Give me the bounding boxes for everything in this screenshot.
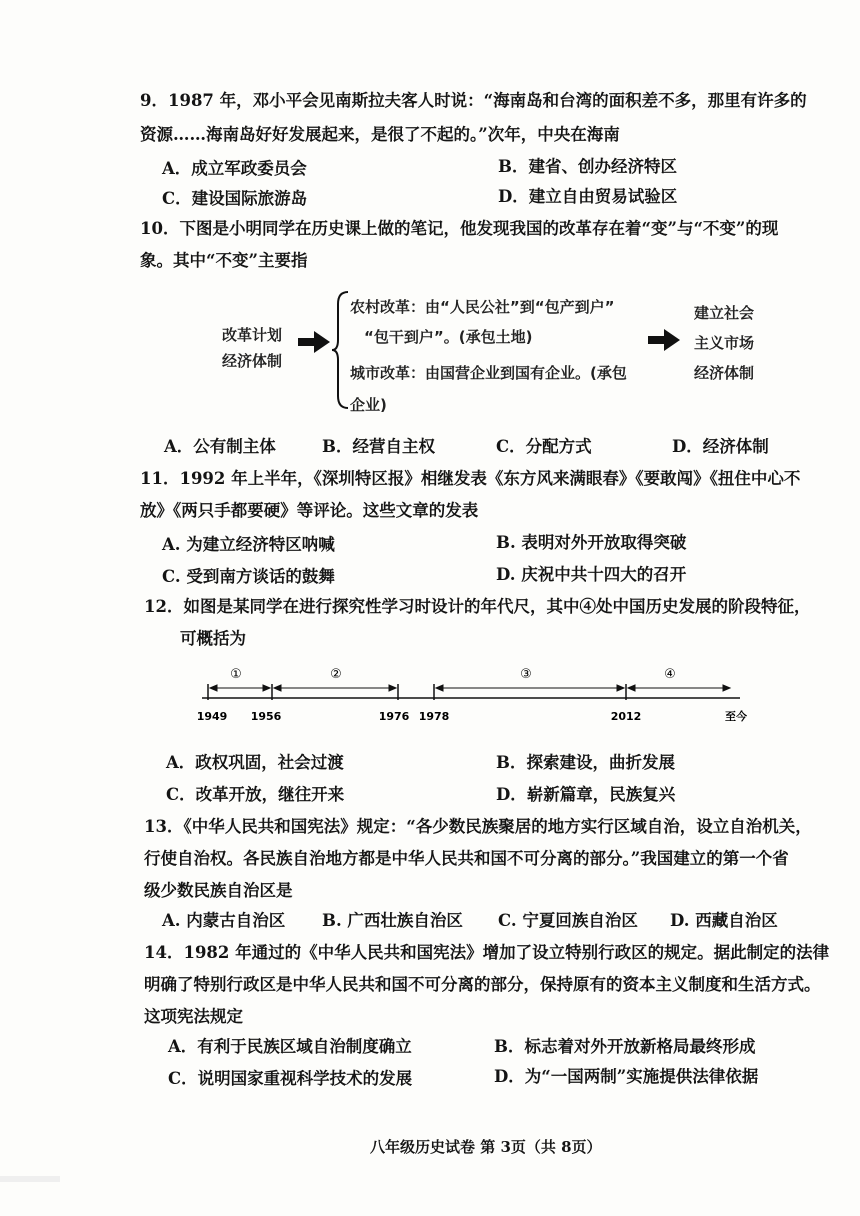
q14-stem-line1: 14．1982 年通过的《中华人民共和国宪法》增加了设立特别行政区的规定。据此制定的法律 [144, 943, 830, 962]
q11-option-c: C. 受到南方谈话的鼓舞 [162, 567, 335, 586]
q10-stem-line1: 10．下图是小明同学在历史课上做的笔记，他发现我国的改革存在着“变”与“不变”的现 [140, 219, 779, 238]
q10-option-d: D．经济体制 [672, 437, 769, 456]
q13-option-c: C. 宁夏回族自治区 [498, 911, 638, 930]
q13-stem-line1: 13．《中华人民共和国宪法》规定：“各少数民族聚居的地方实行区域自治，设立自治机关， [144, 817, 812, 836]
q12-option-b: B．探索建设，曲折发展 [496, 753, 675, 772]
diagram-rural-line2: “包干到户”。(承包土地) [364, 328, 533, 346]
diagram-left-line2: 经济体制 [222, 352, 283, 370]
timeline-year: 1949 [196, 710, 228, 723]
q11-stem-line2: 放》《两只手都要硬》等评论。这些文章的发表 [140, 501, 479, 520]
q13-option-d: D. 西藏自治区 [670, 911, 778, 930]
diagram-urban-line2: 企业) [350, 396, 387, 414]
timeline-segment-3: ③ [520, 667, 532, 682]
q12-option-c: C．改革开放，继往开来 [166, 785, 345, 804]
curly-brace-icon [330, 290, 352, 410]
diagram-right-line1: 建立社会 [694, 304, 755, 322]
q14-option-c: C．说明国家重视科学技术的发展 [168, 1069, 413, 1088]
q11-option-d: D. 庆祝中共十四大的召开 [496, 565, 687, 584]
q12-stem-line1: 12．如图是某同学在进行探究性学习时设计的年代尺，其中④处中国历史发展的阶段特征， [144, 597, 811, 616]
q10-stem-line2: 象。其中“不变”主要指 [140, 251, 308, 270]
arrow-right-icon [648, 328, 682, 352]
scan-smudge [0, 1176, 60, 1182]
timeline-year: 1976 [378, 710, 410, 723]
diagram-left-line1: 改革计划 [222, 326, 283, 344]
timeline-year: 至今 [725, 710, 747, 723]
q12-option-d: D．崭新篇章，民族复兴 [496, 785, 676, 804]
diagram-right-line2: 主义市场 [694, 334, 755, 352]
q14-stem-line3: 这项宪法规定 [144, 1007, 243, 1026]
timeline-year: 2012 [610, 710, 642, 723]
q13-stem-line3: 级少数民族自治区是 [144, 881, 293, 900]
q10-option-a: A．公有制主体 [164, 437, 276, 456]
q9-option-b: B．建省、创办经济特区 [498, 157, 677, 176]
diagram-rural-line1: 农村改革：由“人民公社”到“包产到户” [350, 298, 615, 316]
page-footer: 八年级历史试卷 第 3页（共 8页） [370, 1138, 602, 1156]
q9-option-d: D．建立自由贸易试验区 [498, 187, 678, 206]
q13-option-a: A. 内蒙古自治区 [162, 911, 286, 930]
q9-option-c: C．建设国际旅游岛 [162, 189, 308, 208]
q11-option-a: A. 为建立经济特区呐喊 [162, 535, 335, 554]
q10-option-c: C．分配方式 [496, 437, 592, 456]
timeline-year: 1978 [418, 710, 450, 723]
q12-option-a: A．政权巩固，社会过渡 [166, 753, 344, 772]
q14-option-b: B．标志着对外开放新格局最终形成 [494, 1037, 756, 1056]
q10-option-b: B．经营自主权 [322, 437, 435, 456]
q14-option-a: A．有利于民族区域自治制度确立 [168, 1037, 412, 1056]
q11-option-b: B. 表明对外开放取得突破 [496, 533, 687, 552]
q9-stem-line1: 9．1987 年，邓小平会见南斯拉夫客人时说：“海南岛和台湾的面积差不多，那里有许多的 [140, 91, 807, 110]
timeline-segment-4: ④ [664, 667, 676, 682]
timeline-ruler [190, 664, 750, 728]
q14-stem-line2: 明确了特别行政区是中华人民共和国不可分离的部分，保持原有的资本主义制度和生活方式。 [144, 975, 821, 994]
q13-option-b: B. 广西壮族自治区 [322, 911, 463, 930]
timeline-segment-2: ② [330, 667, 342, 682]
q12-stem-line2: 可概括为 [180, 629, 246, 648]
arrow-right-icon [298, 330, 332, 354]
q11-stem-line1: 11．1992 年上半年，《深圳特区报》相继发表《东方风来满眼春》《要敢闯》《扭住中心不 [140, 469, 801, 488]
timeline-segment-1: ① [230, 667, 242, 682]
q14-option-d: D．为“一国两制”实施提供法律依据 [494, 1067, 759, 1086]
diagram-right-line3: 经济体制 [694, 364, 755, 382]
q13-stem-line2: 行使自治权。各民族自治地方都是中华人民共和国不可分离的部分。”我国建立的第一个省 [144, 849, 789, 868]
diagram-urban-line1: 城市改革：由国营企业到国有企业。(承包 [350, 364, 627, 382]
timeline-year: 1956 [250, 710, 282, 723]
q9-stem-line2: 资源……海南岛好好发展起来，是很了不起的。”次年，中央在海南 [140, 125, 620, 144]
q9-option-a: A．成立军政委员会 [162, 159, 307, 178]
